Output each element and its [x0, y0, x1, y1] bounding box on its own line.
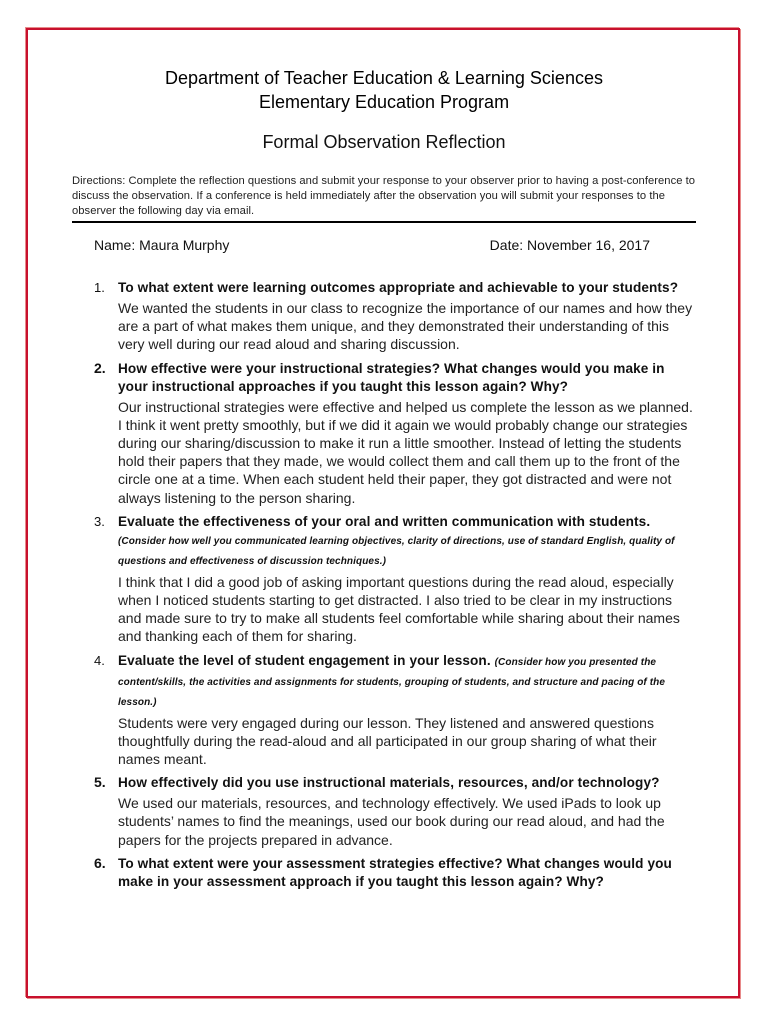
question-answer: We wanted the students in our class to recognize the importance of our names and how they are a part of what makes them unique, and they demonstrated their understanding of this very well during our read aloud and sharing discussion.: [118, 300, 693, 353]
question-item: [72, 774, 696, 849]
question-number: 5.: [94, 774, 106, 791]
question-note: (Consider how you presented the content/skills, the activities and assignments for students, grouping of students, and structure and pacing of the lesson.): [118, 656, 666, 708]
question-prompt: How effective were your instructional strategies? What changes would you make in your instructional approaches if you taught this lesson again? Why?: [118, 360, 665, 394]
question-number: 3.: [94, 513, 105, 529]
department-heading: Department of Teacher Education & Learning Sciences: [165, 68, 603, 88]
question-number: 2.: [94, 359, 106, 376]
question-prompt: [118, 513, 696, 571]
question-note: (Consider how well you communicated learning objectives, clarity of directions, use of standard English, quality of questions and effectiveness of discussion techniques.): [118, 535, 675, 567]
document-content: [72, 66, 696, 897]
question-answer: Students were very engaged during our lesson. They listened and answered questions thoughtfully during the read-aloud and all participated in our group sharing of what their names meant.: [118, 714, 657, 768]
document-title: Formal Observation Reflection: [262, 132, 506, 152]
question-number: 6.: [94, 854, 106, 871]
question-prompt: To what extent were your assessment strategies effective? What changes would you make in your assessment approach if you taught this lesson again? Why?: [118, 855, 672, 889]
question-prompt-text: Evaluate the effectiveness of your oral and written communication with students.: [118, 513, 651, 529]
question-item: [72, 279, 696, 354]
meta-row: [72, 237, 696, 253]
student-name: Name: Maura Murphy: [94, 237, 230, 253]
question-list: [72, 279, 696, 891]
question-item: [72, 855, 696, 891]
report-date: Date: November 16, 2017: [489, 237, 650, 253]
question-item: [72, 513, 696, 646]
question-prompt: [118, 652, 696, 712]
directions-text: Directions: Complete the reflection questions and submit your response to your observer prior to having a post-conference to discuss the observation. If a conference is held immediately after the observation you will submit your responses to the observer the following day via email.: [72, 174, 696, 223]
question-item: [72, 652, 696, 769]
question-prompt: How effectively did you use instructional materials, resources, and/or technology?: [118, 775, 660, 791]
question-number: 1.: [94, 280, 105, 295]
question-prompt: To what extent were learning outcomes appropriate and achievable to your students?: [118, 280, 679, 295]
question-answer: We used our materials, resources, and technology effectively. We used iPads to look up students’ names to find the meanings, used our book during our read aloud, and had the papers for the projects prepared in advance.: [118, 795, 665, 848]
question-prompt-text: Evaluate the level of student engagement in your lesson.: [118, 652, 491, 668]
question-item: [72, 360, 696, 507]
question-answer: Our instructional strategies were effective and helped us complete the lesson as we planned. I think it went pretty smoothly, but if we did it again we would probably change our strategies during our sharing/discussion to make it run a little smoother. Instead of letting the students hold their papers that they made, we would collect them and call them up to the front of the circle one at a time. When each student held their paper, they got distracted and were not always listening to the person sharing.: [118, 398, 693, 506]
program-heading: Elementary Education Program: [258, 92, 510, 112]
question-number: 4.: [94, 652, 105, 668]
question-answer: I think that I did a good job of asking important questions during the read aloud, especially when I noticed students starting to get distracted. I also tried to be clear in my instructions and made sure to try to make all students feel comfortable while sharing about their names and thanking each of them for sharing.: [118, 573, 680, 645]
